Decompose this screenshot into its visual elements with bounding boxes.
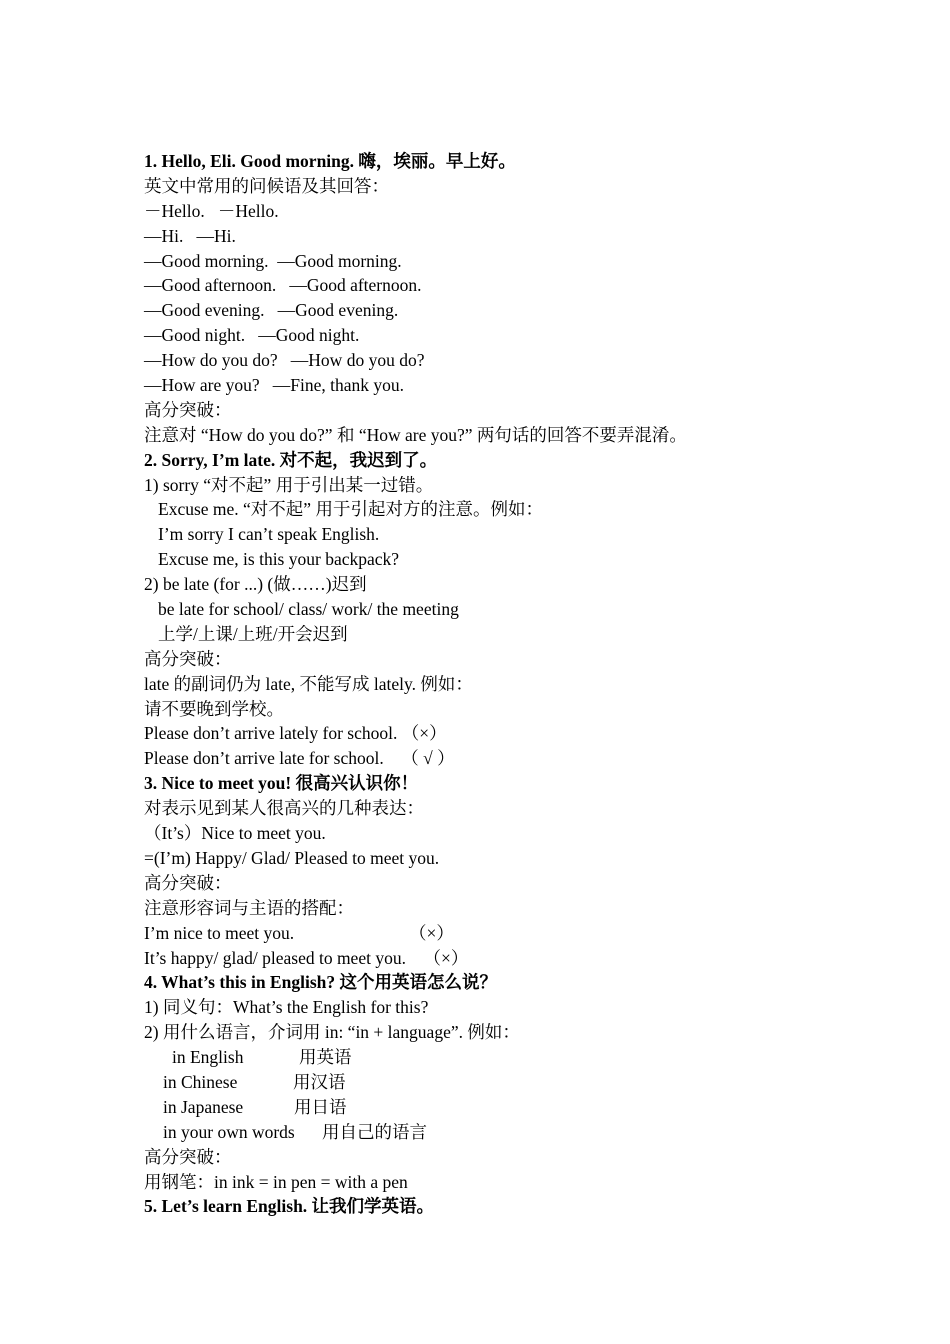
text-span: in Chinese <box>163 1071 238 1092</box>
text-line <box>144 1045 824 1070</box>
text-line: late 的副词仍为 late, 不能写成 lately. 例如： <box>144 673 473 694</box>
text-line: Excuse me. “对不起” 用于引起对方的注意。例如： <box>158 499 543 520</box>
text-line: 高分突破： <box>144 648 232 669</box>
text-line: —Good morning. —Good morning. <box>144 250 402 271</box>
section-heading-4: 4. What’s this in English? 这个用英语怎么说？ <box>144 972 497 993</box>
text-line: —Good afternoon. —Good afternoon. <box>144 275 422 296</box>
section-heading-3: 3. Nice to meet you! 很高兴认识你！ <box>144 773 419 794</box>
text-span: （×） <box>409 922 454 943</box>
section-heading-1: 1. Hello, Eli. Good morning. 嗨，埃丽。早上好。 <box>144 151 516 171</box>
text-span: 用英语 <box>299 1047 352 1068</box>
text-span: 用汉语 <box>293 1071 346 1092</box>
text-line: 高分突破： <box>144 1146 232 1167</box>
text-line: =(I’m) Happy/ Glad/ Pleased to meet you. <box>144 847 440 868</box>
text-span: I’m nice to meet you. <box>144 922 295 943</box>
text-line: —How are you? —Fine, thank you. <box>144 375 405 396</box>
text-line: I’m sorry I can’t speak English. <box>158 524 380 545</box>
section-heading-2: 2. Sorry, I’m late. 对不起，我迟到了。 <box>144 449 438 470</box>
text-line: （It’s）Nice to meet you. <box>144 823 326 844</box>
text-line: －Hello. －Hello. <box>144 200 279 221</box>
text-line: 对表示见到某人很高兴的几种表达： <box>144 798 424 819</box>
section-heading-5: 5. Let’s learn English. 让我们学英语。 <box>144 1196 435 1217</box>
text-span: in Japanese <box>163 1096 244 1117</box>
text-line: —Good night. —Good night. <box>144 325 360 346</box>
text-line: 高分突破： <box>144 872 232 893</box>
text-line: 高分突破： <box>144 399 232 420</box>
text-line: 注意形容词与主语的搭配： <box>144 897 354 918</box>
text-line: Please don’t arrive late for school. （ √ ） <box>144 748 455 769</box>
text-span: in English <box>172 1047 244 1068</box>
text-line: 1) 同义句：What’s the English for this? <box>144 997 429 1018</box>
text-line: 请不要晚到学校。 <box>144 698 284 719</box>
text-line <box>144 921 824 946</box>
text-line: 用钢笔：in ink = in pen = with a pen <box>144 1171 408 1192</box>
text-line <box>144 1120 824 1145</box>
text-span: 用自己的语言 <box>322 1121 427 1142</box>
text-line: Please don’t arrive lately for school. （×） <box>144 723 447 744</box>
text-line <box>144 1070 824 1095</box>
text-line: 1) sorry “对不起” 用于引出某一过错。 <box>144 474 434 495</box>
text-span: 用日语 <box>294 1096 347 1117</box>
text-line <box>144 1095 824 1120</box>
text-line: 注意对 “How do you do?” 和 “How are you?” 两句话的回答不要弄混淆。 <box>144 424 687 445</box>
text-line: —How do you do? —How do you do? <box>144 350 425 371</box>
text-line: Excuse me, is this your backpack? <box>158 549 400 570</box>
text-line: 上学/上课/上班/开会迟到 <box>158 623 348 644</box>
text-span: in your own words <box>163 1121 295 1142</box>
text-line: 2) 用什么语言，介词用 in: “in + language”. 例如： <box>144 1022 520 1043</box>
text-line: be late for school/ class/ work/ the meeting <box>158 599 459 620</box>
document-body <box>144 149 824 1219</box>
text-line: —Good evening. —Good evening. <box>144 300 399 321</box>
text-line: —Hi. —Hi. <box>144 225 236 246</box>
text-line: 2) be late (for ...) (做……)迟到 <box>144 574 367 595</box>
text-line: 英文中常用的问候语及其回答： <box>144 175 389 196</box>
text-line: It’s happy/ glad/ pleased to meet you. （×） <box>144 947 469 968</box>
